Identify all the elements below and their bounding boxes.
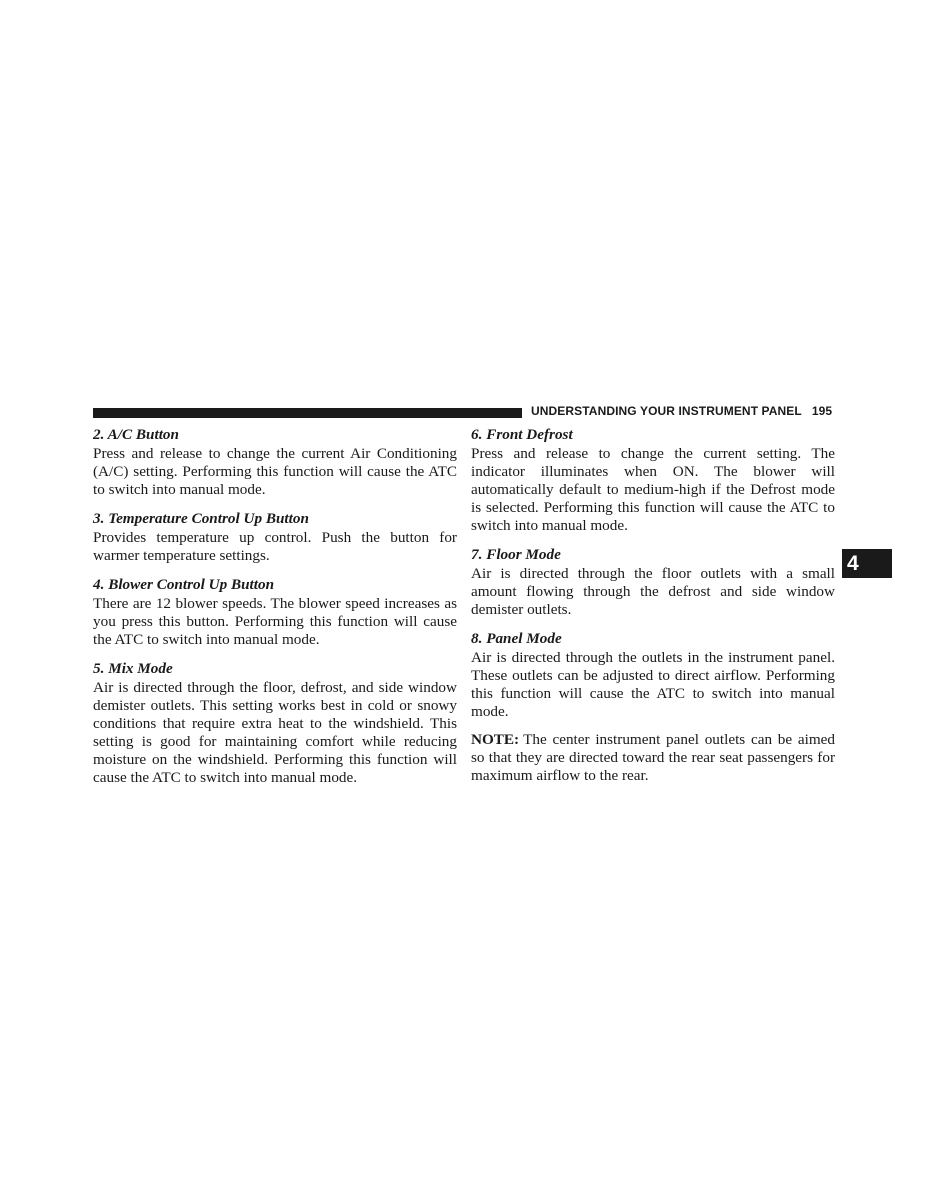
section-heading: 7. Floor Mode — [471, 546, 561, 563]
section-heading: 8. Panel Mode — [471, 630, 562, 647]
section-body: There are 12 blower speeds. The blower speed increases as you press this button. Performing this function will cause the ATC to switch into manual mode. — [93, 595, 457, 648]
section-ac-button — [93, 425, 457, 499]
section-floor-mode — [471, 545, 835, 619]
section-body: Press and release to change the current Air Conditioning (A/C) setting. Performing this function will cause the ATC to switch into manual mode. — [93, 445, 457, 498]
section-mix-mode — [93, 659, 457, 787]
section-temperature-up — [93, 509, 457, 565]
right-column — [471, 425, 835, 785]
section-front-defrost — [471, 425, 835, 535]
section-body: Provides temperature up control. Push the button for warmer temperature settings. — [93, 529, 457, 564]
section-heading: 2. A/C Button — [93, 426, 179, 443]
section-heading: 4. Blower Control Up Button — [93, 576, 275, 593]
section-body: Press and release to change the current setting. The indicator illuminates when ON. The blower will automatically default to medium-high if the Defrost mode is selected. Performing this function will cause the ATC to switch into manual mode. — [471, 445, 835, 534]
section-body: Air is directed through the floor, defrost, and side window demister outlets. This setting works best in cold or snowy conditions that require extra heat to the windshield. This setting is good for maintaining comfort while reducing moisture on the windshield. Performing this function will cause the ATC to switch into manual mode. — [93, 679, 457, 786]
header-rule — [93, 408, 522, 418]
header-title: UNDERSTANDING YOUR INSTRUMENT PANEL — [531, 404, 802, 418]
left-column — [93, 425, 457, 797]
running-header — [531, 404, 832, 418]
note-label: NOTE: — [471, 731, 520, 748]
section-heading: 3. Temperature Control Up Button — [93, 510, 309, 527]
section-body: Air is directed through the outlets in the instrument panel. These outlets can be adjusted to direct airflow. Performing this function will cause the ATC to switch into manual mode. — [471, 649, 835, 720]
section-heading: 6. Front Defrost — [471, 426, 573, 443]
note-text: The center instrument panel outlets can be aimed so that they are directed toward the rear seat passengers for maximum airflow to the rear. — [471, 731, 835, 784]
chapter-tab: 4 — [842, 549, 892, 578]
section-panel-mode — [471, 629, 835, 721]
page-number: 195 — [811, 404, 833, 418]
section-blower-up — [93, 575, 457, 649]
note-paragraph — [471, 731, 835, 785]
section-heading: 5. Mix Mode — [93, 660, 173, 677]
section-body: Air is directed through the floor outlets with a small amount flowing through the defrost and side window demister outlets. — [471, 565, 835, 618]
